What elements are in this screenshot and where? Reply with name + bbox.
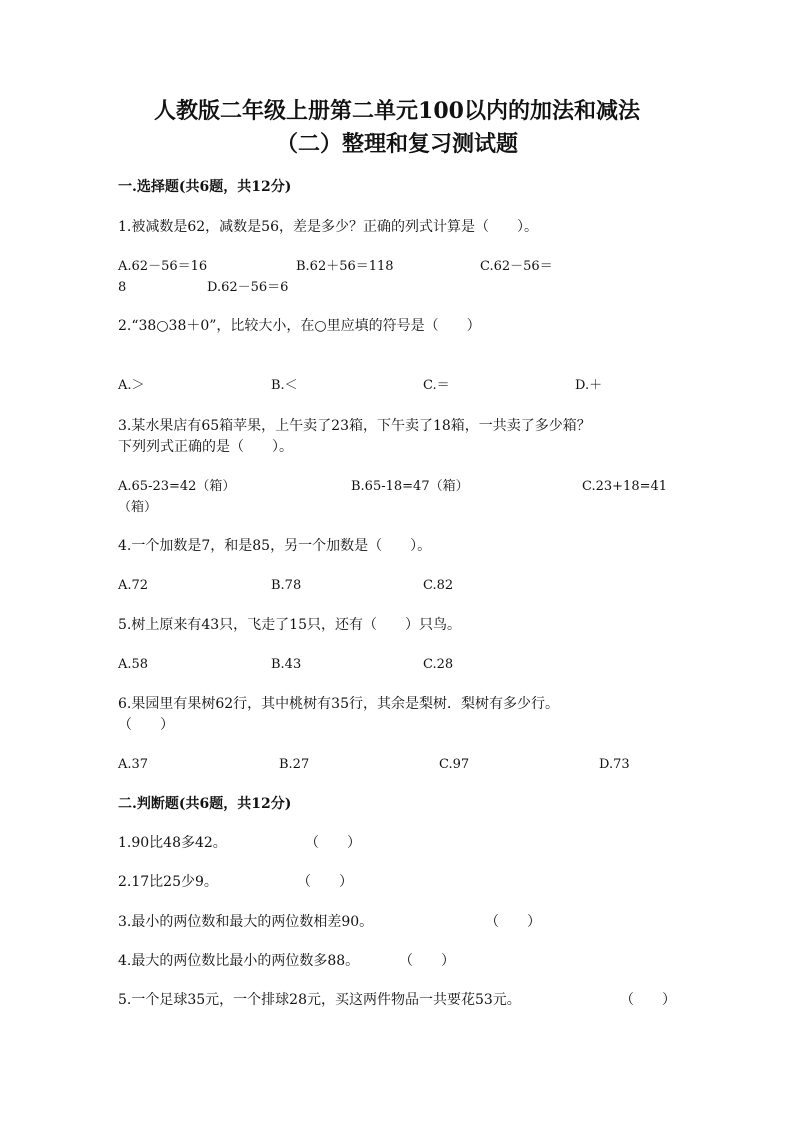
question-6-option-c: C.97 — [439, 757, 470, 772]
question-1-stem: 1.被减数是62，减数是56，差是多少？正确的列式计算是（ ）。 — [118, 219, 538, 235]
judgement-2-paren: （ ） — [297, 874, 353, 890]
question-5-option-b: B.43 — [271, 657, 302, 672]
judgement-5-text: 5.一个足球35元，一个排球28元，买这两件物品一共要花53元。 — [118, 992, 521, 1008]
question-2-option-a: A.＞ — [118, 378, 145, 393]
question-4-option-c: C.82 — [423, 578, 454, 593]
question-2-stem: 2.“38○38＋0”，比较大小，在○里应填的符号是（ ） — [118, 318, 481, 334]
question-1-option-c: C.62－56＝ — [480, 259, 553, 274]
question-5-option-c: C.28 — [423, 657, 454, 672]
question-4-option-b: B.78 — [271, 578, 302, 593]
judgement-4-text: 4.最大的两位数比最小的两位数多88。 — [118, 953, 360, 969]
question-5-option-a: A.58 — [118, 657, 149, 672]
question-6-stem-line2: （ ） — [118, 717, 174, 733]
question-2-option-c: C.＝ — [423, 378, 450, 393]
question-1-option-d: D.62－56＝6 — [207, 280, 289, 295]
question-3-option-c: C.23+18=41 — [582, 479, 668, 494]
question-6-stem-line1: 6.果园里有果树62行，其中桃树有35行，其余是梨树．梨树有多少行。 — [118, 696, 559, 712]
judgement-2-text: 2.17比25少9。 — [118, 874, 218, 890]
question-4-option-a: A.72 — [118, 578, 149, 593]
judgement-4-paren: （ ） — [399, 953, 455, 969]
question-6-option-d: D.73 — [599, 757, 630, 772]
question-3-option-a: A.65-23=42（箱） — [118, 479, 236, 494]
question-3-option-b: B.65-18=47（箱） — [351, 479, 469, 494]
question-6-option-b: B.27 — [279, 757, 310, 772]
judgement-1-paren: （ ） — [305, 835, 361, 851]
section-heading-judgement: 二.判断题(共6题，共12分) — [118, 796, 292, 812]
judgement-1-text: 1.90比48多42。 — [118, 835, 227, 851]
question-4-stem: 4.一个加数是7，和是85，另一个加数是（ ）。 — [118, 538, 432, 554]
question-2-option-d: D.＋ — [575, 378, 603, 393]
question-6-option-a: A.37 — [118, 757, 149, 772]
question-1-option-c-cont: 8 — [118, 280, 127, 295]
section-heading-choice: 一.选择题(共6题，共12分) — [118, 179, 292, 195]
document-title-line2: （二）整理和复习测试题 — [275, 131, 518, 157]
question-2-option-b: B.＜ — [271, 378, 298, 393]
question-3-stem-line2: 下列列式正确的是（ ）。 — [118, 439, 293, 455]
question-1-option-b: B.62＋56＝118 — [296, 259, 394, 274]
question-1-option-a: A.62－56＝16 — [118, 259, 208, 274]
question-3-option-c-cont: （箱） — [118, 500, 158, 515]
question-3-stem-line1: 3.某水果店有65箱苹果，上午卖了23箱，下午卖了18箱，一共卖了多少箱？ — [118, 418, 591, 434]
judgement-3-paren: （ ） — [485, 914, 541, 930]
question-5-stem: 5.树上原来有43只，飞走了15只，还有（ ）只鸟。 — [118, 617, 461, 633]
document-title-line1: 人教版二年级上册第二单元100以内的加法和减法 — [154, 98, 640, 124]
judgement-3-text: 3.最小的两位数和最大的两位数相差90。 — [118, 914, 374, 930]
judgement-5-paren: （ ） — [620, 992, 676, 1008]
